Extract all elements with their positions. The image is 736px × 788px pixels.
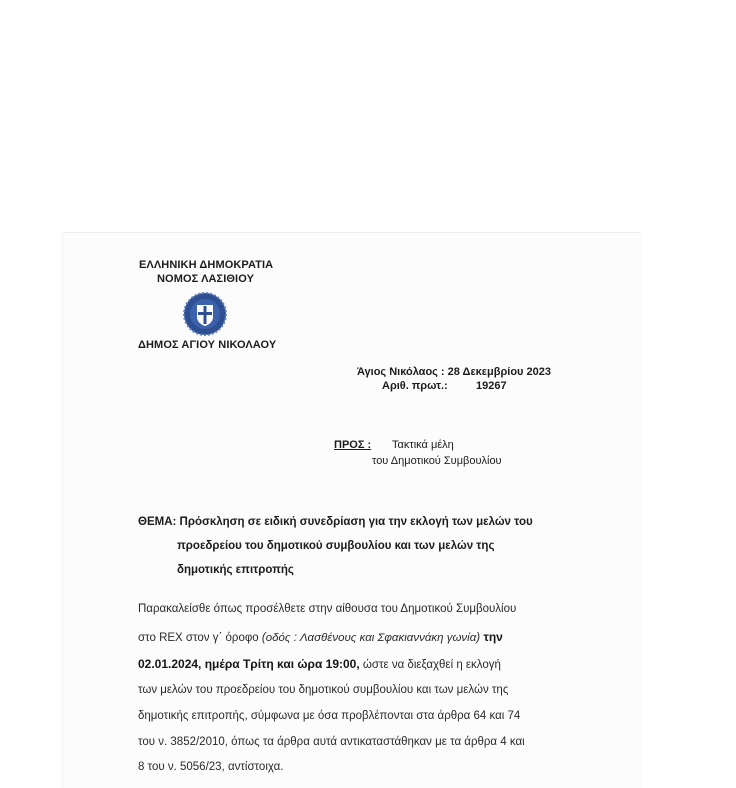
body-line-4: των μελών του προεδρείου του δημοτικού συμβουλίου και των μελών της [138, 684, 509, 696]
recipient-line-2: του Δημοτικού Συμβουλίου [372, 455, 502, 467]
coat-of-arms-icon [182, 291, 228, 337]
body-line-7: 8 του ν. 5056/23, αντίστοιχα. [138, 761, 284, 773]
body-line-2 [138, 630, 503, 644]
header-municipality: ΔΗΜΟΣ ΑΓΙΟΥ ΝΙΚΟΛΑΟΥ [138, 339, 277, 351]
body-line-6: του ν. 3852/2010, όπως τα άρθρα αυτά αντικαταστάθηκαν με τα άρθρα 4 και [138, 736, 525, 748]
meeting-datetime: 02.01.2024, ημέρα Τρίτη και ώρα 19:00, [138, 657, 360, 671]
body-line-1: Παρακαλείσθε όπως προσέλθετε στην αίθουσα του Δημοτικού Συμβουλίου [138, 603, 517, 615]
protocol-number: 19267 [476, 380, 507, 392]
header-country: ΕΛΛΗΝΙΚΗ ΔΗΜΟΚΡΑΤΙΑ [139, 259, 274, 271]
body-line-2-text: στο REX στον γ΄ όροφο [138, 632, 262, 644]
body-line-3 [138, 657, 501, 671]
protocol-label: Αριθ. πρωτ.: [382, 380, 448, 392]
subject-line-3: δημοτικής επιτροπής [177, 564, 294, 576]
document-scan [62, 232, 641, 788]
body-line-3-text: ώστε να διεξαχθεί η εκλογή [359, 659, 501, 671]
subject-line-1: ΘΕΜΑ: Πρόσκληση σε ειδική συνεδρίαση για την εκλογή των μελών του [138, 516, 533, 528]
document-date: Άγιος Νικόλαος : 28 Δεκεμβρίου 2023 [357, 366, 551, 378]
recipient-label: ΠΡΟΣ : [334, 439, 372, 451]
body-line-2-bold: την [480, 630, 503, 644]
body-line-5: δημοτικής επιτροπής, σύμφωνα με όσα προβλέπονται στα άρθρα 64 και 74 [138, 710, 521, 722]
subject-line-2: προεδρείου του δημοτικού συμβουλίου και των μελών της [177, 540, 495, 552]
recipient-line-1: Τακτικά μέλη [392, 439, 454, 451]
body-address: (οδός : Λασθένους και Σφακιαννάκη γωνία) [261, 632, 481, 644]
header-prefecture: ΝΟΜΟΣ ΛΑΣΙΘΙΟΥ [157, 273, 255, 285]
